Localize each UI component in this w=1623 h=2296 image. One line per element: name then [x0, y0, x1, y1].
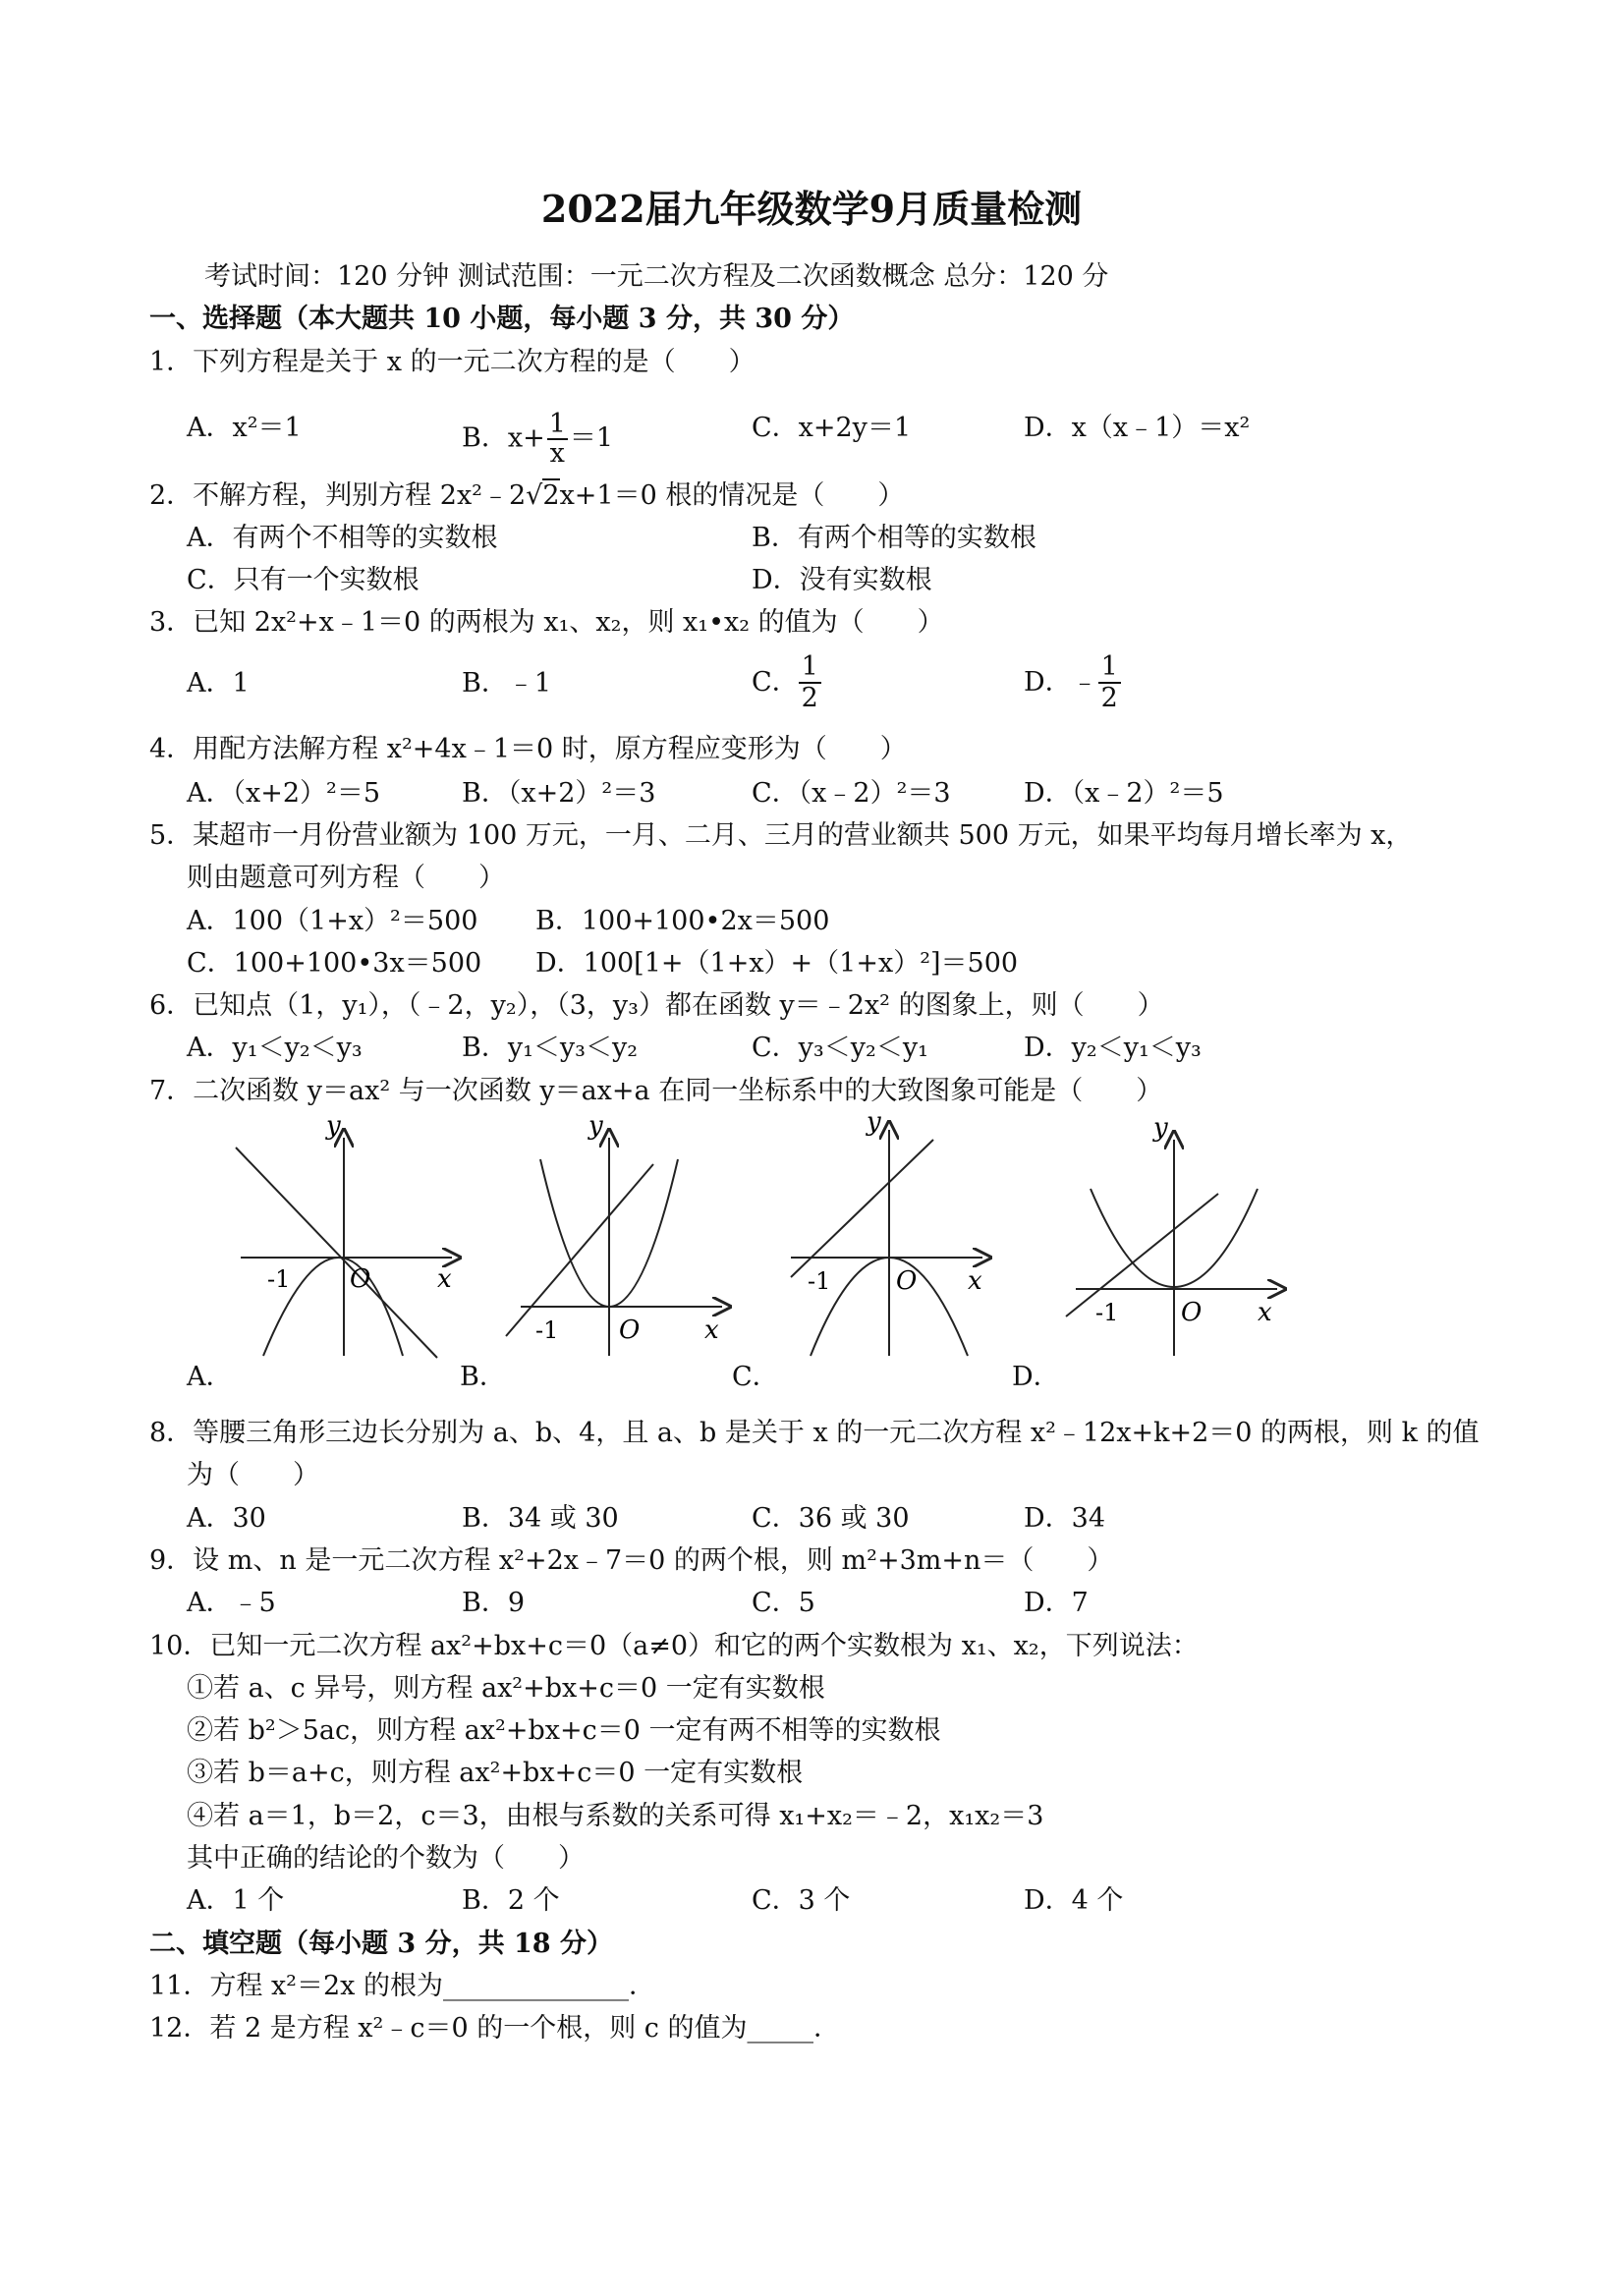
q10-question: 其中正确的结论的个数为（ ） [187, 1843, 585, 1874]
q3-option-c-prefix: C． [752, 667, 799, 698]
q2-stem [149, 478, 904, 514]
neg-one-label: -1 [808, 1267, 831, 1295]
sqrt-symbol: √ [526, 480, 543, 511]
q11-stem: 11．方程 x²＝2x 的根为______________． [149, 1971, 655, 2001]
q6-option-b: B．y₁＜y₃＜y₂ [462, 1033, 639, 1063]
q1-fraction-numerator: 1 [548, 409, 566, 439]
q4-stem: 4．用配方法解方程 x²+4x﹣1＝0 时，原方程应变形为（ ） [149, 734, 907, 764]
q2-option-d: D．没有实数根 [752, 565, 932, 595]
q1-fraction-denominator: x [549, 438, 565, 469]
origin-label: O [350, 1264, 371, 1294]
section-fill-heading: 二、填空题（每小题 3 分，共 18 分） [149, 1929, 613, 1959]
q3-c-fraction [799, 652, 821, 713]
neg-one-label: -1 [535, 1316, 559, 1344]
q1-option-a: A．x²＝1 [187, 413, 302, 443]
q1-stem: 1．下列方程是关于 x 的一元二次方程的是（ ） [149, 347, 756, 377]
x-axis-label: x [968, 1266, 982, 1296]
q3-option-d-prefix: D．﹣ [1024, 667, 1098, 698]
q4-option-b: B．（x+2）²＝3 [462, 778, 656, 809]
q9-option-c: C．5 [752, 1588, 815, 1618]
q9-option-d: D．7 [1024, 1588, 1089, 1618]
q3-stem: 3．已知 2x²+x﹣1＝0 的两根为 x₁、x₂，则 x₁•x₂ 的值为（ ） [149, 607, 944, 638]
q5-option-d: D．100[1+（1+x）+（1+x）²]＝500 [535, 948, 1019, 979]
x-axis-label: x [437, 1264, 452, 1294]
q4-option-d: D．（x﹣2）²＝5 [1024, 778, 1224, 809]
neg-one-label: -1 [1095, 1299, 1119, 1326]
y-axis-label: y [1153, 1113, 1168, 1143]
origin-label: O [1181, 1298, 1203, 1327]
q3-c-numerator: 1 [799, 652, 821, 684]
q3-d-numerator: 1 [1098, 652, 1121, 684]
section-choice-heading: 一、选择题（本大题共 10 小题，每小题 3 分，共 30 分） [149, 304, 855, 334]
q9-option-a: A．﹣5 [187, 1588, 276, 1618]
q10-option-a: A．1 个 [187, 1885, 285, 1916]
q2-option-c: C．只有一个实数根 [187, 565, 420, 595]
q3-option-b: B．﹣1 [462, 668, 552, 699]
q6-option-c: C．y₃＜y₂＜y₁ [752, 1033, 928, 1063]
q8-option-c: C．36 或 30 [752, 1503, 910, 1534]
q5-stem-line2: 则由题意可列方程（ ） [187, 863, 505, 893]
neg-one-label: -1 [267, 1265, 291, 1293]
q1-option-c: C．x+2y＝1 [752, 413, 912, 443]
q3-option-a: A．1 [187, 668, 250, 699]
q7-label-d: D． [1012, 1362, 1060, 1392]
q5-stem-line1: 5．某超市一月份营业额为 100 万元，一月、二月、三月的营业额共 500 万元，如果平均每月增长率为 x， [149, 820, 1413, 851]
q1-option-b-prefix: B．x+ [462, 422, 545, 454]
q10-statement-2: ②若 b²＞5ac，则方程 ax²+bx+c＝0 一定有两不相等的实数根 [187, 1715, 941, 1746]
q3-d-fraction [1098, 652, 1121, 713]
q5-option-b: B．100+100•2x＝500 [535, 906, 830, 936]
q1-option-b [462, 411, 613, 468]
q7-graph-d [1061, 1113, 1287, 1360]
q10-option-d: D．4 个 [1024, 1885, 1124, 1916]
q9-option-b: B．9 [462, 1588, 526, 1618]
q8-option-b: B．34 或 30 [462, 1503, 619, 1534]
q2-option-b: B．有两个相等的实数根 [752, 523, 1036, 553]
q1-option-b-suffix: ＝1 [569, 422, 614, 454]
q7-stem: 7．二次函数 y＝ax² 与一次函数 y＝ax+a 在同一坐标系中的大致图象可能是（ ） [149, 1076, 1163, 1106]
page-title: 2022届九年级数学9月质量检测 [540, 187, 1083, 231]
q8-stem-line1: 8．等腰三角形三边长分别为 a、b、4，且 a、b 是关于 x 的一元二次方程 x²﹣12x+k+2＝0 的两根，则 k 的值 [149, 1418, 1480, 1448]
q10-stem: 10．已知一元二次方程 ax²+bx+c＝0（a≠0）和它的两个实数根为 x₁、x₂，下列说法： [149, 1631, 1199, 1661]
q10-option-b: B．2 个 [462, 1885, 560, 1916]
q7-label-c: C． [732, 1362, 779, 1392]
q6-option-a: A．y₁＜y₂＜y₃ [187, 1033, 363, 1063]
q2-radicand: 2 [542, 480, 560, 511]
q12-stem: 12．若 2 是方程 x²﹣c＝0 的一个根，则 c 的值为_____． [149, 2013, 841, 2044]
x-axis-label: x [704, 1316, 719, 1345]
q1-option-d: D．x（x﹣1）＝x² [1024, 413, 1251, 443]
q8-option-d: D．34 [1024, 1503, 1106, 1534]
q7-graph-c [786, 1107, 1012, 1360]
q8-option-a: A．30 [187, 1503, 266, 1534]
q3-option-d [1024, 652, 1121, 713]
q2-option-a: A．有两个不相等的实数根 [187, 523, 498, 553]
line-graph [506, 1164, 653, 1336]
q7-label-a: A． [187, 1362, 233, 1392]
q10-option-c: C．3 个 [752, 1885, 851, 1916]
q6-option-d: D．y₂＜y₁＜y₃ [1024, 1033, 1202, 1063]
q2-stem-suffix: x+1＝0 根的情况是（ ） [559, 480, 905, 511]
q6-stem: 6．已知点（1，y₁），（﹣2，y₂），（3，y₃）都在函数 y＝﹣2x² 的图象上，则（ ） [149, 990, 1164, 1021]
y-axis-label: y [867, 1107, 881, 1137]
exam-info: 考试时间：120 分钟 测试范围：一元二次方程及二次函数概念 总分：120 分 [204, 261, 1109, 292]
q4-option-a: A．（x+2）²＝5 [187, 778, 381, 809]
y-axis-label: y [588, 1111, 603, 1141]
origin-label: O [896, 1266, 918, 1296]
q10-statement-4: ④若 a＝1，b＝2，c＝3，由根与系数的关系可得 x₁+x₂＝﹣2，x₁x₂＝3 [187, 1801, 1044, 1831]
x-axis-label: x [1258, 1298, 1272, 1327]
q7-graph-a [236, 1111, 462, 1360]
q7-label-b: B． [460, 1362, 506, 1392]
q2-stem-prefix: 2．不解方程，判别方程 2x²﹣2 [149, 480, 527, 511]
q3-d-denominator: 2 [1100, 683, 1118, 713]
q3-option-c [752, 652, 821, 713]
y-axis-label: y [326, 1111, 341, 1141]
q8-stem-line2: 为（ ） [187, 1460, 319, 1490]
q10-statement-1: ①若 a、c 异号，则方程 ax²+bx+c＝0 一定有实数根 [187, 1673, 825, 1704]
line-graph [236, 1148, 437, 1358]
q3-c-denominator: 2 [801, 683, 818, 713]
q5-option-a: A．100（1+x）²＝500 [187, 906, 478, 936]
q4-option-c: C．（x﹣2）²＝3 [752, 778, 951, 809]
origin-label: O [619, 1316, 641, 1345]
q10-statement-3: ③若 b＝a+c，则方程 ax²+bx+c＝0 一定有实数根 [187, 1758, 804, 1788]
q1-fraction [547, 411, 568, 468]
q7-graph-b [506, 1111, 732, 1360]
q9-stem: 9．设 m、n 是一元二次方程 x²+2x﹣7＝0 的两个根，则 m²+3m+n＝（ ） [149, 1545, 1114, 1576]
q5-option-c: C．100+100•3x＝500 [187, 948, 482, 979]
